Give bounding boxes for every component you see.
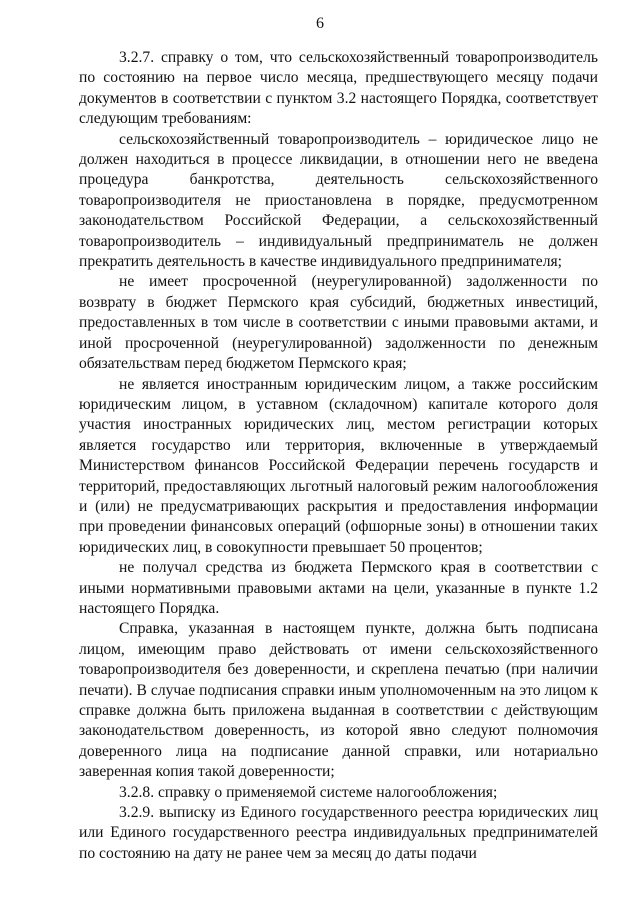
paragraph-3-2-8: 3.2.8. справку о применяемой системе налогообложения;: [119, 783, 498, 801]
paragraph-requirement-debt: не имеет просроченной (неурегулированной) задолженности по возврату в бюджет Пермского края субсидий, бюджетных инвестиций, предоставленных в том числе в соответствии с иными правовыми актами, и иной просроченной (неурегулированной) задолженности по денежным обязательствам перед бюджетом Пермского края;: [79, 273, 598, 373]
paragraph-3-2-9: 3.2.9. выписку из Единого государственного реестра юридических лиц или Единого государственного реестра индивидуальных предпринимателей по состоянию на дату не ранее чем за месяц до даты подачи: [79, 804, 598, 862]
document-body: [79, 48, 598, 864]
paragraph-requirement-liquidation: сельскохозяйственный товаропроизводитель – юридическое лицо не должен находиться в процессе ликвидации, в отношении него не введена процедура банкротства, деятельность сельскохозяйственного товаропроизводителя не приостановлена в порядке, предусмотренном законодательством Российской Федерации, а сельскохозяйственный товаропроизводитель – индивидуальный предприниматель не должен прекратить деятельность в качестве индивидуального предпринимателя;: [79, 130, 598, 271]
paragraph-requirement-foreign: не является иностранным юридическим лицом, а также российским юридическим лицом, в уставном (складочном) капитале которого доля участия иностранных юридических лиц, местом регистрации которых является государство или территория, включенные в утверждаемый Министерством финансов Российской Федерации перечень государств и территорий, предоставляющих льготный налоговый режим налогообложения и (или) не предусматривающих раскрытия и предоставления информации при проведении финансовых операций (офшорные зоны) в отношении таких юридических лиц, в совокупности превышает 50 процентов;: [79, 375, 598, 556]
page-number: 6: [316, 15, 324, 32]
paragraph-signature-note: Справка, указанная в настоящем пункте, должна быть подписана лицом, имеющим право действовать от имени сельскохозяйственного товаропроизводителя без доверенности, и скреплена печатью (при наличии печати). В случае подписания справки иным уполномоченным на это лицом к справке должна быть приложена выданная в соответствии с действующим законодательством доверенность, из которой явно следуют полномочия доверенного лица на подписание данной справки, или нотариально заверенная копия такой доверенности;: [79, 620, 598, 781]
paragraph-3-2-7: 3.2.7. справку о том, что сельскохозяйственный товаропроизводитель по состоянию на первое число месяца, предшествующего месяцу подачи документов в соответствии с пунктом 3.2 настоящего Порядка, соответствует следующим требованиям:: [79, 49, 598, 128]
paragraph-requirement-funds: не получал средства из бюджета Пермского края в соответствии с иными нормативными правовыми актами на цели, указанные в пункте 1.2 настоящего Порядка.: [79, 559, 598, 617]
